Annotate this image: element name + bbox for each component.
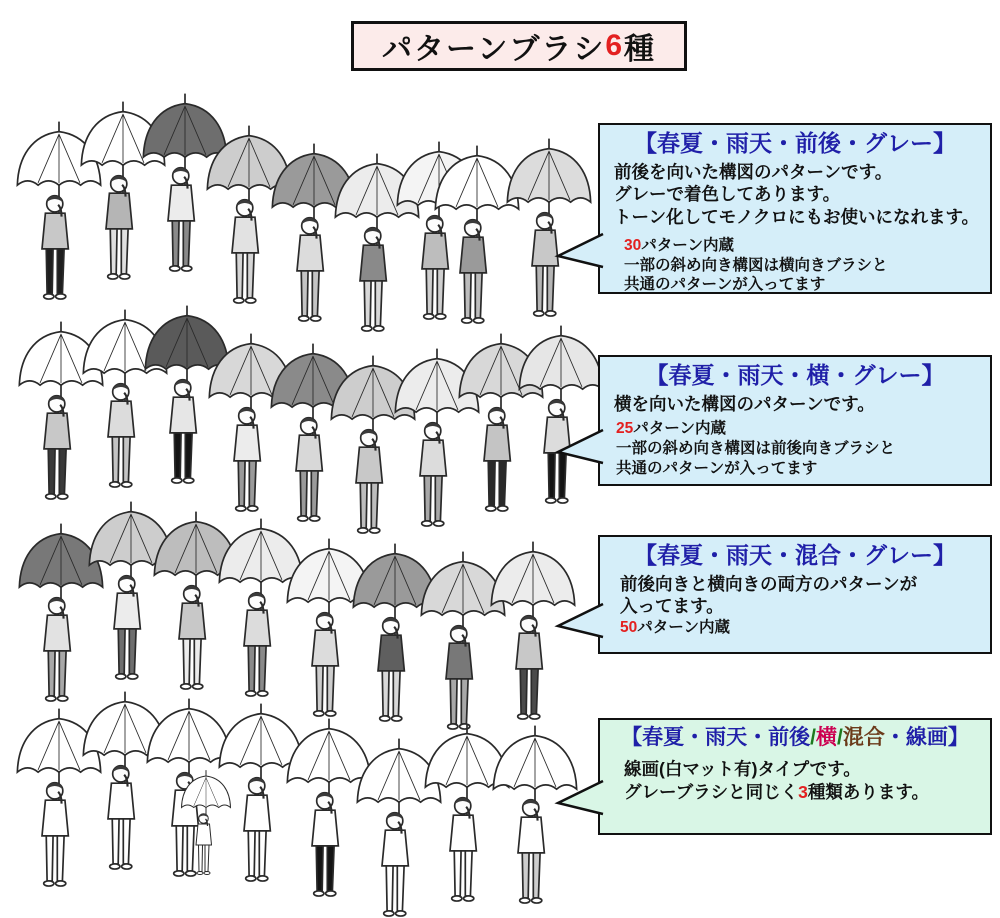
umbrella-person bbox=[83, 692, 166, 869]
umbrella-person bbox=[89, 502, 172, 679]
pattern-count: 50 bbox=[620, 619, 638, 637]
callout-note-line: 50パターン内蔵 bbox=[620, 619, 730, 637]
umbrella-person bbox=[154, 512, 237, 689]
umbrella-person bbox=[395, 349, 478, 526]
umbrella-person bbox=[19, 524, 102, 701]
callout-note-line: 一部の斜め向き構図は横向きブラシと bbox=[624, 256, 888, 274]
umbrella-person bbox=[425, 724, 508, 901]
umbrella-person bbox=[331, 356, 414, 533]
umbrella-person bbox=[357, 739, 440, 916]
umbrella-person bbox=[219, 704, 302, 881]
umbrella-person bbox=[459, 334, 542, 511]
callout-side-gray bbox=[598, 355, 992, 486]
figure-row-front-back-gray bbox=[17, 94, 590, 331]
title-box bbox=[351, 21, 687, 71]
umbrella-person bbox=[271, 344, 354, 521]
umbrella-person bbox=[182, 771, 231, 875]
figure-row-lineart bbox=[17, 692, 576, 916]
umbrella-person bbox=[145, 306, 228, 483]
callout-body-line: 線画(白マット有)タイプです。 bbox=[624, 759, 861, 780]
callout-body-line: 前後向きと横向きの両方のパターンが bbox=[620, 573, 918, 594]
umbrella-person bbox=[81, 102, 164, 279]
umbrella-person bbox=[17, 122, 100, 299]
callout-body-line: 横を向いた構図のパターンです。 bbox=[614, 393, 875, 414]
umbrella-person bbox=[353, 544, 436, 721]
callout-body-line: グレーで着色してあります。 bbox=[614, 184, 841, 205]
umbrella-person bbox=[507, 139, 590, 316]
title-suffix: 種 bbox=[624, 33, 657, 66]
umbrella-person bbox=[17, 709, 100, 886]
umbrella-person bbox=[207, 126, 290, 303]
callout-heading: 【春夏・雨天・前後・グレー】 bbox=[634, 130, 956, 156]
umbrella-person bbox=[397, 142, 480, 319]
callout-note-line: 一部の斜め向き構図は前後向きブラシと bbox=[616, 440, 896, 458]
callout-body-line: トーン化してモノクロにもお使いになれます。 bbox=[614, 207, 980, 228]
callout-tail bbox=[555, 601, 605, 641]
callout-tail bbox=[555, 778, 605, 818]
umbrella-person bbox=[209, 334, 292, 511]
callout-body-line: グレーブラシと同じく3種類あります。 bbox=[624, 781, 929, 802]
umbrella-person bbox=[335, 154, 418, 331]
umbrella-person bbox=[435, 146, 518, 323]
umbrella-person bbox=[19, 322, 102, 499]
umbrella-person bbox=[287, 539, 370, 716]
title-count: 6 bbox=[605, 29, 625, 62]
callout-front-back-gray bbox=[598, 123, 992, 294]
title-text: パターンブラシ bbox=[381, 33, 606, 66]
umbrella-person bbox=[519, 326, 602, 503]
callout-note-line: 30パターン内蔵 bbox=[624, 236, 734, 254]
callout-note-line: 共通のパターンが入ってます bbox=[616, 459, 818, 477]
callout-heading: 【春夏・雨天・横・グレー】 bbox=[645, 362, 945, 388]
umbrella-person bbox=[421, 552, 504, 729]
callout-note-line: 共通のパターンが入ってます bbox=[624, 276, 826, 294]
callout-body-line: 入ってます。 bbox=[620, 596, 724, 617]
umbrella-person bbox=[143, 94, 226, 271]
callout-mixed-gray bbox=[598, 535, 992, 654]
pattern-count: 30 bbox=[624, 236, 642, 254]
umbrella-person bbox=[83, 310, 166, 487]
callout-lineart bbox=[598, 718, 992, 835]
figure-row-mixed-gray bbox=[19, 502, 574, 729]
callout-heading: 【春夏・雨天・混合・グレー】 bbox=[634, 542, 956, 568]
callout-tail bbox=[555, 427, 605, 467]
callout-tail bbox=[555, 231, 605, 271]
umbrella-person bbox=[147, 699, 230, 876]
callout-body-line: 前後を向いた構図のパターンです。 bbox=[614, 161, 893, 182]
umbrella-person bbox=[287, 719, 370, 896]
type-count: 3 bbox=[798, 781, 808, 802]
callout-heading: 【春夏・雨天・前後/横/混合・線画】 bbox=[621, 726, 969, 749]
umbrella-person bbox=[272, 144, 355, 321]
umbrella-person bbox=[219, 519, 302, 696]
pattern-count: 25 bbox=[616, 420, 634, 438]
figure-row-side-gray bbox=[19, 306, 602, 533]
callout-note-line: 25パターン内蔵 bbox=[616, 420, 726, 438]
